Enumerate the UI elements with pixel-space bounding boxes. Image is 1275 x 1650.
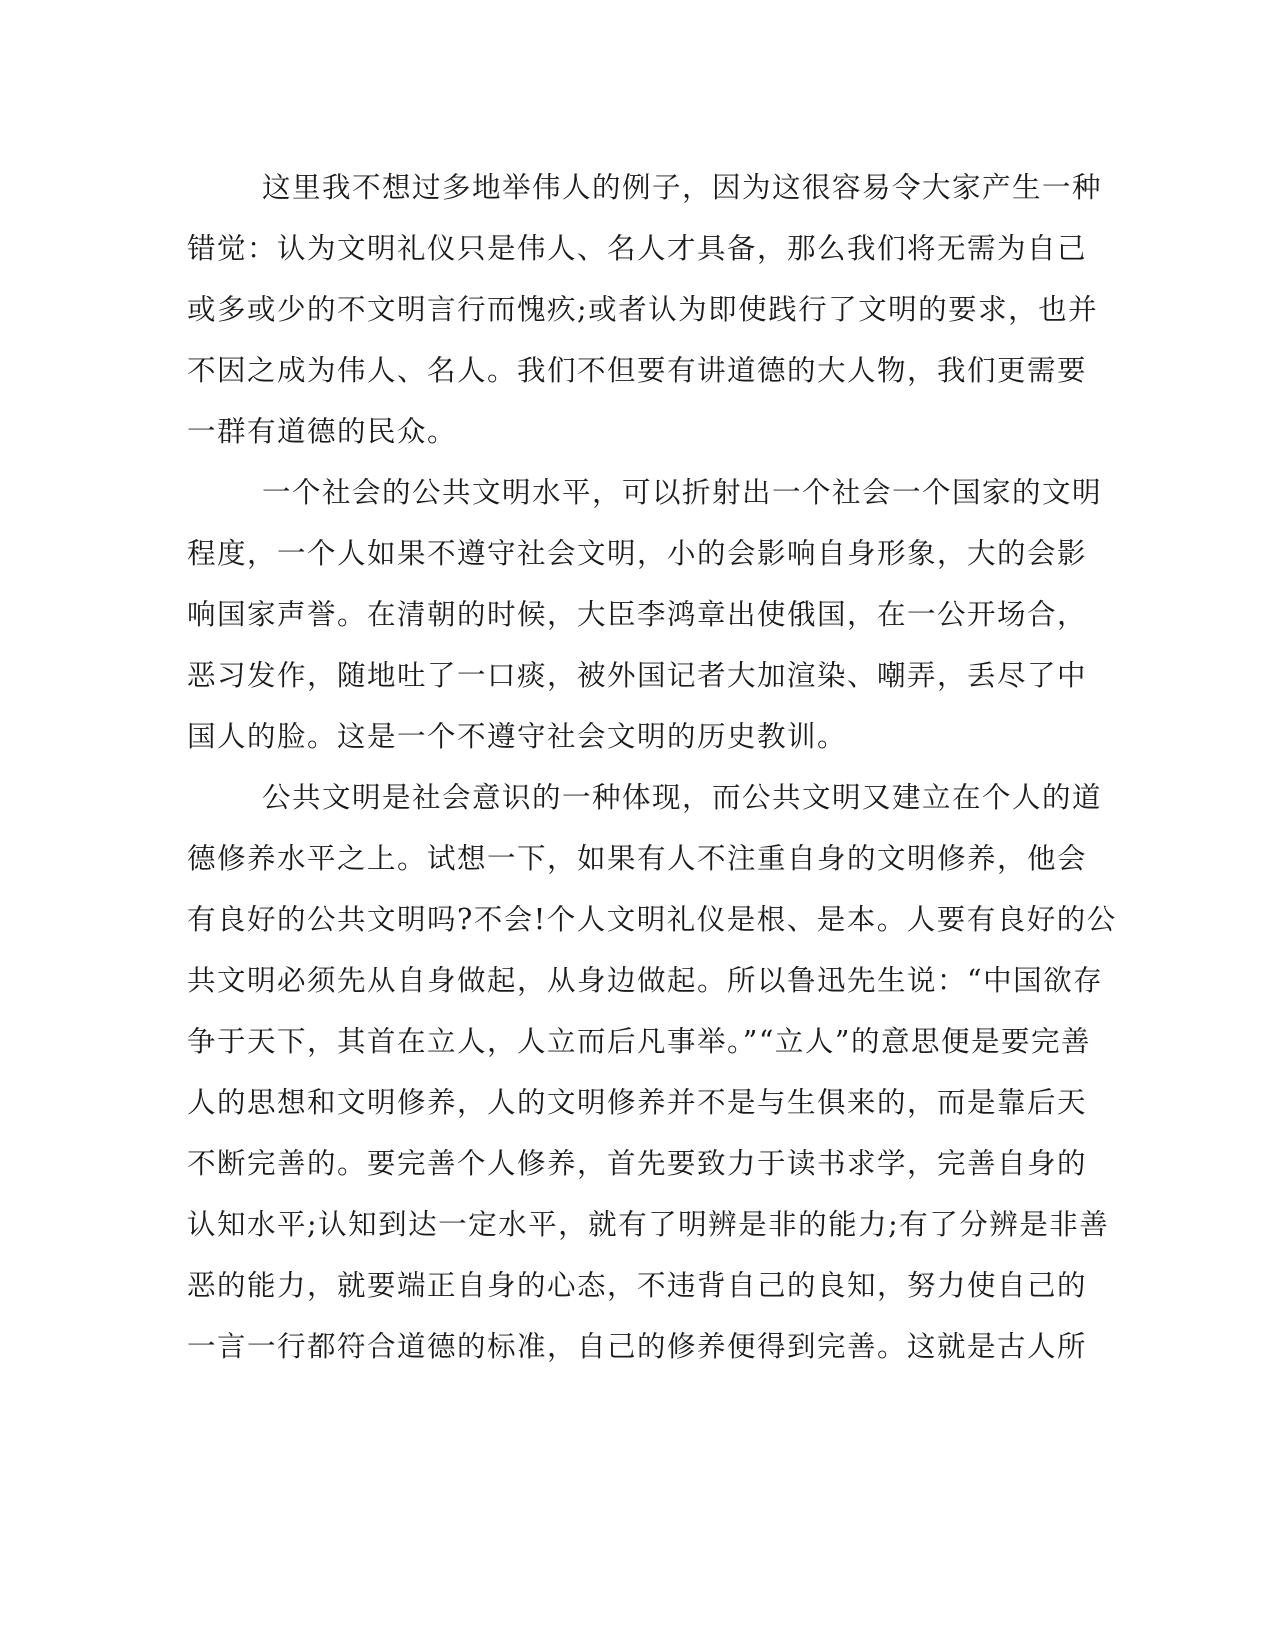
text-line: 共文明必须先从自身做起，从身边做起。所以鲁迅先生说：“中国欲存	[187, 964, 1104, 997]
text-line: 这里我不想过多地举伟人的例子，因为这很容易令大家产生一种	[262, 171, 1103, 204]
text-line: 国人的脸。这是一个不遵守社会文明的历史教训。	[187, 720, 848, 753]
text-line: 不因之成为伟人、名人。我们不但要有讲道德的大人物，我们更需要	[187, 354, 1088, 387]
text-line: 公共文明是社会意识的一种体现，而公共文明又建立在个人的道	[262, 781, 1103, 814]
text-line: 恶的能力，就要端正自身的心态，不违背自己的良知，努力使自己的	[187, 1269, 1088, 1302]
text-line: 认知水平;认知到达一定水平，就有了明辨是非的能力;有了分辨是非善	[187, 1208, 1110, 1241]
text-line: 有良好的公共文明吗?不会!个人文明礼仪是根、是本。人要有良好的公	[187, 903, 1117, 936]
text-line: 一言一行都符合道德的标准，自己的修养便得到完善。这就是古人所	[187, 1330, 1088, 1363]
paragraph-2	[187, 462, 1103, 767]
text-line: 德修养水平之上。试想一下，如果有人不注重自身的文明修养，他会	[187, 842, 1088, 875]
paragraph-1	[187, 157, 1103, 462]
text-line: 或多或少的不文明言行而愧疚;或者认为即使践行了文明的要求，也并	[187, 293, 1099, 326]
text-line: 争于天下，其首在立人，人立而后凡事举。”“立人”的意思便是要完善	[187, 1025, 1091, 1058]
text-line: 人的思想和文明修养，人的文明修养并不是与生俱来的，而是靠后天	[187, 1086, 1088, 1119]
body-text	[187, 157, 1117, 1377]
text-line: 一群有道德的民众。	[187, 415, 458, 448]
text-line: 错觉：认为文明礼仪只是伟人、名人才具备，那么我们将无需为自己	[187, 232, 1088, 265]
text-line: 一个社会的公共文明水平，可以折射出一个社会一个国家的文明	[262, 476, 1103, 509]
text-line: 不断完善的。要完善个人修养，首先要致力于读书求学，完善自身的	[187, 1147, 1088, 1180]
text-line: 恶习发作，随地吐了一口痰，被外国记者大加渲染、嘲弄，丢尽了中	[187, 659, 1088, 692]
paragraph-3	[187, 767, 1117, 1377]
text-line: 程度，一个人如果不遵守社会文明，小的会影响自身形象，大的会影	[187, 537, 1088, 570]
text-line: 响国家声誉。在清朝的时候，大臣李鸿章出使俄国，在一公开场合，	[187, 598, 1088, 631]
